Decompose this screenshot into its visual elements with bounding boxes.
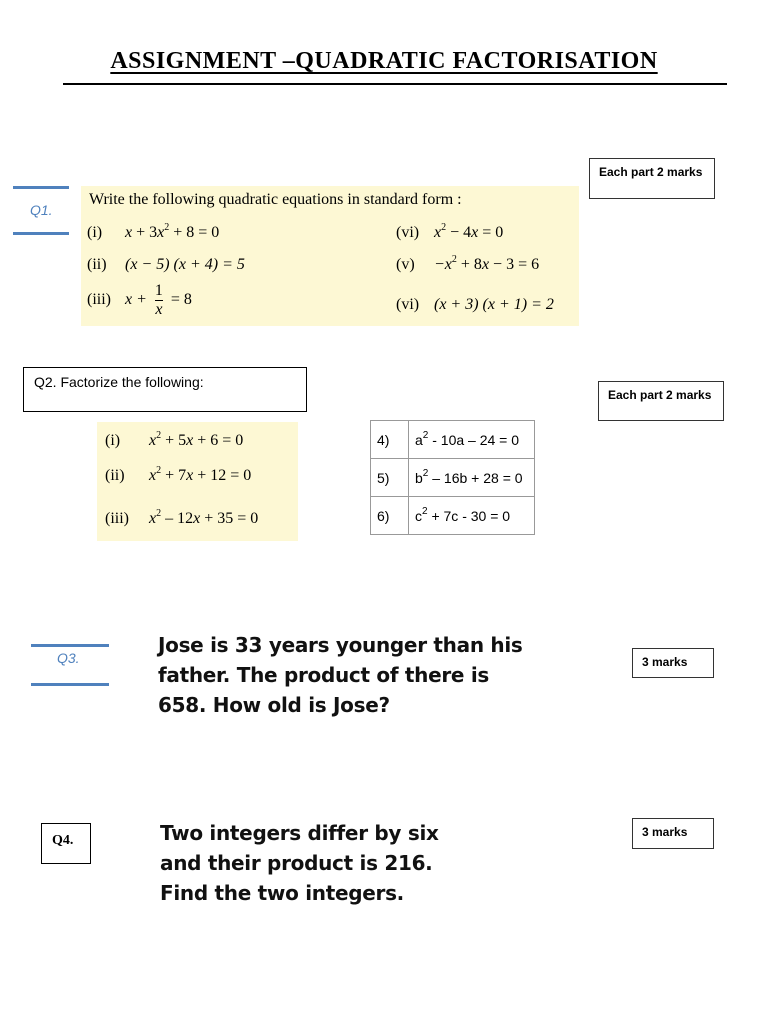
q2-item-iii: (iii) $x^2 - 12x + 35 = 0$ (105, 508, 259, 527)
q1-item-v: $(v) -x^2 + 8x - 3 = 6$ (396, 254, 540, 273)
q1-label: Q1. (30, 202, 53, 218)
q3-bottom-line (31, 683, 109, 686)
q3-problem-text (158, 630, 523, 720)
q1-panel (81, 186, 579, 326)
q4-line: Find the two integers. (160, 881, 404, 905)
q1-marks-text: Each part 2 marks (599, 165, 703, 179)
q4-marks-box (632, 818, 714, 849)
q2-marks-box (598, 381, 724, 421)
q4-label: Q4. (52, 833, 74, 848)
q1-item-vi-b: (vi) (x + 3) (x + 1) = 2 (396, 296, 554, 313)
table-cell-expression: $b^2 - 16b + 28 = 0$ (409, 459, 535, 497)
q1-item-i: (i) $x + 3x^2 + 8 = 0$ (87, 222, 220, 241)
q1-bottom-line (13, 232, 69, 235)
q3-marks-box (632, 648, 714, 678)
q1-item-iii: (iii) x + $\frac{1}{x}$ = 8 (87, 282, 192, 318)
table-row (371, 459, 535, 497)
q2-item-i: (i) $x^2 + 5x + 6 = 0$ (105, 430, 244, 449)
q2-item-ii: (ii) $x^2 + 7x + 12 = 0$ (105, 465, 252, 484)
q3-top-line (31, 644, 109, 647)
table-cell-index: 5) (371, 459, 409, 497)
q3-marks-text: 3 marks (642, 655, 688, 669)
q3-label: Q3. (57, 650, 80, 666)
q1-item-ii: (ii) (x − 5) (x + 4) = 5 (87, 256, 245, 273)
table-cell-expression: $c^2 + 7c - 30 = 0$ (409, 497, 535, 535)
q2-table (370, 420, 535, 535)
q4-line: and their product is 216. (160, 851, 433, 875)
page-title: ASSIGNMENT –QUADRATIC FACTORISATION (110, 48, 658, 74)
q1-top-line (13, 186, 69, 189)
table-row (371, 497, 535, 535)
title-double-underline (63, 83, 727, 85)
q2-marks-text: Each part 2 marks (608, 388, 712, 402)
table-cell-index: 6) (371, 497, 409, 535)
q2-label: Q2. Factorize the following: (34, 374, 204, 390)
q1-item-vi-a: (vi) $x^2 - 4x = 0$ (396, 222, 504, 241)
q2-panel (97, 422, 298, 541)
q1-instruction: Write the following quadratic equations in standard form : (89, 191, 462, 208)
q3-line: father. The product of there is (158, 663, 490, 687)
q4-problem-text (160, 818, 439, 908)
table-cell-index: 4) (371, 421, 409, 459)
q2-label-box (23, 367, 307, 412)
q3-line: Jose is 33 years younger than his (158, 633, 523, 657)
q1-marks-box (589, 158, 715, 199)
q4-marks-text: 3 marks (642, 825, 688, 839)
q4-label-box (41, 823, 91, 864)
q4-line: Two integers differ by six (160, 821, 439, 845)
q3-line: 658. How old is Jose? (158, 693, 390, 717)
table-cell-expression: $a^2 - 10a - 24 = 0$ (409, 421, 535, 459)
table-row (371, 421, 535, 459)
